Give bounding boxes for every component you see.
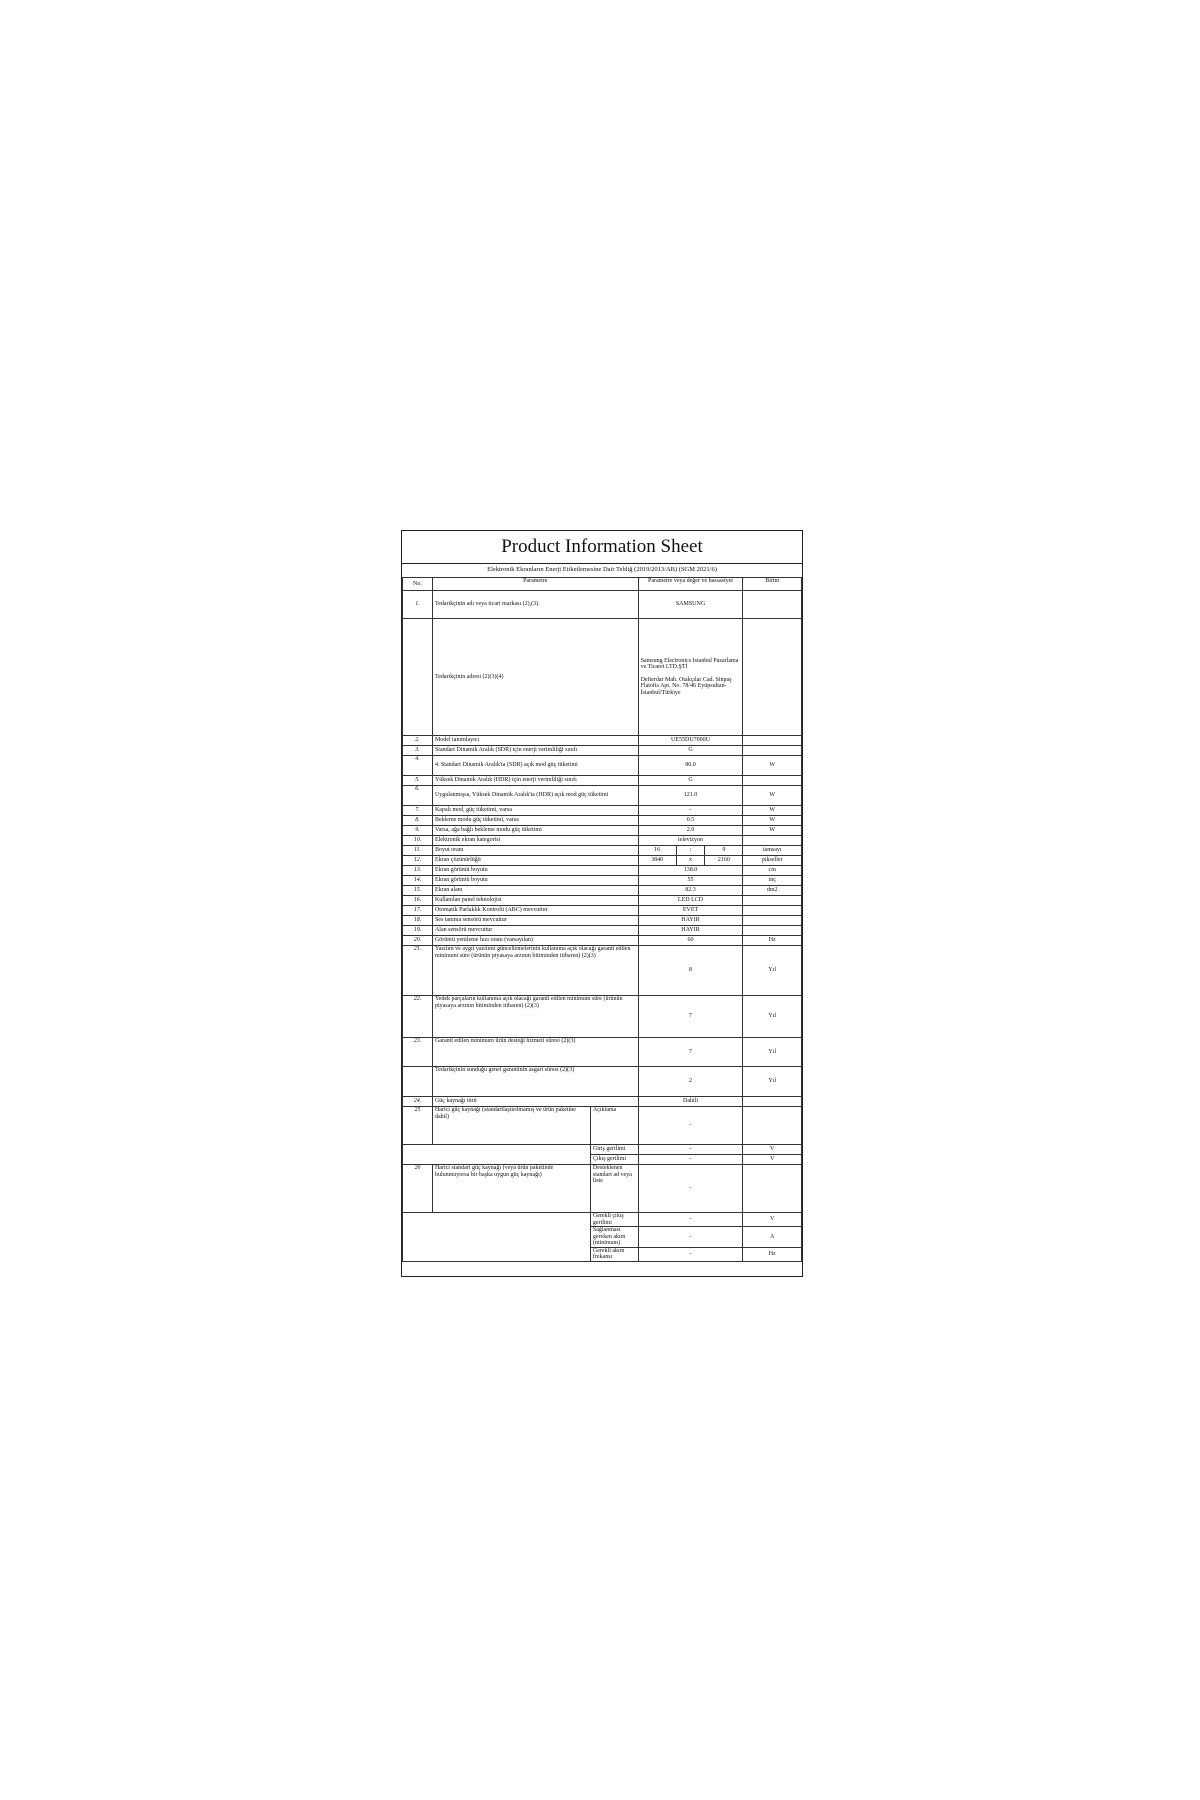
row-unit — [743, 1097, 802, 1107]
table-row — [403, 1145, 802, 1155]
table-row — [403, 916, 802, 926]
row-value: G — [638, 776, 743, 786]
row-value: 7 — [638, 996, 743, 1038]
row-value: 82.3 — [638, 886, 743, 896]
row-unit: dm2 — [743, 886, 802, 896]
row-unit: W — [743, 786, 802, 806]
row-value: 60 — [638, 936, 743, 946]
row-label: Kullanılan panel teknolojisi — [432, 896, 638, 906]
row-label: Varsa, ağa bağlı bekleme modu güç tüketimi — [432, 826, 638, 836]
row-value: UE55DU7000U — [638, 736, 743, 746]
row-number — [403, 1067, 433, 1097]
row-label: Yazılım ve aygıt yazılımı güncellemelerinin kullanıma açık olacağı garanti edilen minimum süre (ürünün piyasaya arzının bitiminden itibaren) (2)(3) — [432, 946, 638, 996]
row-number: 20. — [403, 936, 433, 946]
row-number: 13. — [403, 866, 433, 876]
row-label: Yüksek Dinamik Aralık (HDR) için enerji verimliliği sınıfı — [432, 776, 638, 786]
aspect-height: 9 — [705, 846, 743, 856]
row-sublabel: Açıklama — [590, 1107, 638, 1145]
table-row — [403, 836, 802, 846]
row-number: 11. — [403, 846, 433, 856]
row-value: - — [638, 1107, 743, 1145]
row-unit: Hz — [743, 936, 802, 946]
table-row — [403, 776, 802, 786]
table-row — [403, 846, 802, 856]
row-value: - — [638, 806, 743, 816]
row-label: Standart Dinamik Aralık (SDR) için enerji verimliliği sınıfı — [432, 746, 638, 756]
table-row — [403, 1097, 802, 1107]
row-value: 2.0 — [638, 826, 743, 836]
table-row — [403, 786, 802, 806]
row-number: 21. — [403, 946, 433, 996]
row-number: 9. — [403, 826, 433, 836]
table-row — [403, 1165, 802, 1213]
row-value: SAMSUNG — [638, 591, 743, 619]
table-row — [403, 1067, 802, 1097]
resolution-width: 3840 — [638, 856, 676, 866]
row-value: HAYIR — [638, 916, 743, 926]
row-number: 19. — [403, 926, 433, 936]
row-label: Otomatik Parlaklık Kontrolü (ABC) mevcuttur — [432, 906, 638, 916]
row-sublabel: Sağlanması gereken akım (minimum) — [590, 1227, 638, 1248]
row-value: - — [638, 1165, 743, 1213]
row-value: - — [638, 1213, 743, 1227]
address-company: Samsung Electronics Istanbul Pazarlama ve Ticaret LTD.ŞTİ — [640, 657, 739, 671]
row-label: Görüntü yenileme hızı oranı (varsayılan) — [432, 936, 638, 946]
row-number: 1. — [403, 591, 433, 619]
row-unit: V — [743, 1213, 802, 1227]
table-row — [403, 996, 802, 1038]
row-label: Ekran görüntü boyutu — [432, 866, 638, 876]
row-label: Harici güç kaynağı (standartlaştırılmamış ve ürün paketine dahil) — [432, 1107, 590, 1145]
row-sublabel: Giriş gerilimi — [590, 1145, 638, 1155]
row-number: 25 — [403, 1107, 433, 1145]
row-number: 2. — [403, 736, 433, 746]
row-unit: Yıl — [743, 946, 802, 996]
row-label: Alan sensörü mevcuttur — [432, 926, 638, 936]
row-unit: V — [743, 1155, 802, 1165]
row-label: Ekran görüntü boyutu — [432, 876, 638, 886]
row-unit — [743, 591, 802, 619]
row-sublabel: Desteklenen standart ad veya liste — [590, 1165, 638, 1213]
sheet-title: Product Information Sheet — [402, 531, 802, 564]
row-number — [403, 619, 433, 736]
row-value: - — [638, 1247, 743, 1261]
row-label: Ekran çözünürlüğü — [432, 856, 638, 866]
row-unit: Yıl — [743, 1067, 802, 1097]
row-label: Tedarikçinin sunduğu genel garantinin asgari süresi (2)(3) — [432, 1067, 638, 1097]
table-row — [403, 856, 802, 866]
row-number: 8. — [403, 816, 433, 826]
row-value: Dahili — [638, 1097, 743, 1107]
table-row — [403, 591, 802, 619]
header-value: Parametre veya değer ve hassasiyet — [638, 578, 743, 591]
table-row — [403, 756, 802, 776]
sheet-subtitle: Elektronik Ekranların Enerji Etiketlemesine Dair Tebliğ (2019/2013/AB) (SGM 2021/6) — [402, 563, 802, 578]
row-value: LED LCD — [638, 896, 743, 906]
row-unit — [743, 1165, 802, 1213]
row-label: Kapalı mod, güç tüketimi, varsa — [432, 806, 638, 816]
row-value: G — [638, 746, 743, 756]
row-unit: pikseller — [743, 856, 802, 866]
row-number: 14. — [403, 876, 433, 886]
info-table — [402, 577, 802, 1262]
table-row — [403, 876, 802, 886]
resolution-separator: x — [676, 856, 705, 866]
row-sublabel: Gerekli çıkış gerilimi — [590, 1213, 638, 1227]
table-row — [403, 906, 802, 916]
header-unit: Birim — [743, 578, 802, 591]
table-row — [403, 886, 802, 896]
row-unit — [743, 916, 802, 926]
row-value: HAYIR — [638, 926, 743, 936]
table-row — [403, 806, 802, 816]
address-street: Defterdar Mah. Otakçılar Cad. Sinpaş Flatofis Apt. No. 78/46 Eyüpsultan-İstanbul/Türkiye — [640, 676, 732, 696]
row-number: 16. — [403, 896, 433, 906]
row-unit: Hz — [743, 1247, 802, 1261]
table-row — [403, 1213, 802, 1227]
row-unit — [743, 1107, 802, 1145]
row-label: Elektronik ekran kategorisi — [432, 836, 638, 846]
row-unit: inç — [743, 876, 802, 886]
empty-cell — [403, 1145, 591, 1165]
header-no: No. — [403, 578, 433, 591]
row-value: 7 — [638, 1038, 743, 1067]
row-unit — [743, 926, 802, 936]
row-value: 121.0 — [638, 786, 743, 806]
table-row — [403, 736, 802, 746]
row-value: - — [638, 1227, 743, 1248]
row-number: 4. — [403, 756, 433, 776]
row-label: Model tanımlayıcı — [432, 736, 638, 746]
row-unit — [743, 619, 802, 736]
row-label: Harici standart güç kaynağı (veya ürün paketinde bulunmuyorsa bir başka uygun güç kaynağı) — [432, 1165, 590, 1213]
row-value: 0.5 — [638, 816, 743, 826]
header-parameter: Parametre — [432, 578, 638, 591]
row-unit — [743, 896, 802, 906]
row-value: 55 — [638, 876, 743, 886]
row-label: Ses tanıma sensörü mevcuttur — [432, 916, 638, 926]
row-unit: tamsayı — [743, 846, 802, 856]
row-number: 24. — [403, 1097, 433, 1107]
row-label: Ekran alanı — [432, 886, 638, 896]
table-row — [403, 619, 802, 736]
table-row — [403, 746, 802, 756]
row-unit: W — [743, 816, 802, 826]
row-unit: Yıl — [743, 996, 802, 1038]
row-label: Uygulanmışsa, Yüksek Dinamik Aralık'ta (HDR) açık mod güç tüketimi — [432, 786, 638, 806]
table-row — [403, 826, 802, 836]
row-label: Yedek parçaların kullanıma açık olacağı garanti edilen minimum süre (ürünün piyasaya arzının bitiminden itibaren) (2)(3) — [432, 996, 638, 1038]
row-number: 5. — [403, 776, 433, 786]
row-unit: A — [743, 1227, 802, 1248]
row-sublabel: Çıkış gerilimi — [590, 1155, 638, 1165]
row-unit: W — [743, 826, 802, 836]
table-row — [403, 946, 802, 996]
row-number: 6. — [403, 786, 433, 806]
row-value: televizyon — [638, 836, 743, 846]
row-label: Bekleme modu güç tüketimi, varsa — [432, 816, 638, 826]
row-unit — [743, 836, 802, 846]
row-unit — [743, 776, 802, 786]
row-number: 12. — [403, 856, 433, 866]
row-unit: cm — [743, 866, 802, 876]
table-row — [403, 1107, 802, 1145]
row-value: 8 — [638, 946, 743, 996]
row-unit: Yıl — [743, 1038, 802, 1067]
row-unit — [743, 736, 802, 746]
row-number: 17. — [403, 906, 433, 916]
row-label: 4. Standart Dinamik Aralık'ta (SDR) açık mod güç tüketimi — [432, 756, 638, 776]
table-row — [403, 1038, 802, 1067]
row-number: 23. — [403, 1038, 433, 1067]
row-value — [638, 619, 743, 736]
row-unit — [743, 906, 802, 916]
row-value: 138.0 — [638, 866, 743, 876]
row-value: - — [638, 1155, 743, 1165]
row-label: Boyut oranı — [432, 846, 638, 856]
row-value: - — [638, 1145, 743, 1155]
row-unit: W — [743, 756, 802, 776]
row-label: Güç kaynağı türü — [432, 1097, 638, 1107]
row-number: 15. — [403, 886, 433, 896]
table-row — [403, 866, 802, 876]
header-row — [403, 578, 802, 591]
row-label: Tedarikçinin adı veya ticari markası (2),(3). — [432, 591, 638, 619]
row-sublabel: Gerekli akım frekansı — [590, 1247, 638, 1261]
row-value: 2 — [638, 1067, 743, 1097]
table-row — [403, 896, 802, 906]
row-number: 18. — [403, 916, 433, 926]
row-unit: V — [743, 1145, 802, 1155]
aspect-separator: : — [676, 846, 705, 856]
row-number: 10. — [403, 836, 433, 846]
empty-cell — [403, 1213, 591, 1262]
row-number: 7. — [403, 806, 433, 816]
row-label: Garanti edilen minimum ürün desteği hizmeti süresi (2)(3) — [432, 1038, 638, 1067]
row-label: Tedarikçinin adresi (2)(3)(4) — [432, 619, 638, 736]
row-number: 26 — [403, 1165, 433, 1213]
table-row — [403, 926, 802, 936]
row-value: 80.0 — [638, 756, 743, 776]
product-information-sheet — [401, 530, 803, 1277]
row-number: 3. — [403, 746, 433, 756]
row-value: EVET — [638, 906, 743, 916]
row-unit — [743, 746, 802, 756]
row-unit: W — [743, 806, 802, 816]
table-row — [403, 816, 802, 826]
row-number: 22. — [403, 996, 433, 1038]
aspect-width: 16 — [638, 846, 676, 856]
resolution-height: 2160 — [705, 856, 743, 866]
table-row — [403, 936, 802, 946]
